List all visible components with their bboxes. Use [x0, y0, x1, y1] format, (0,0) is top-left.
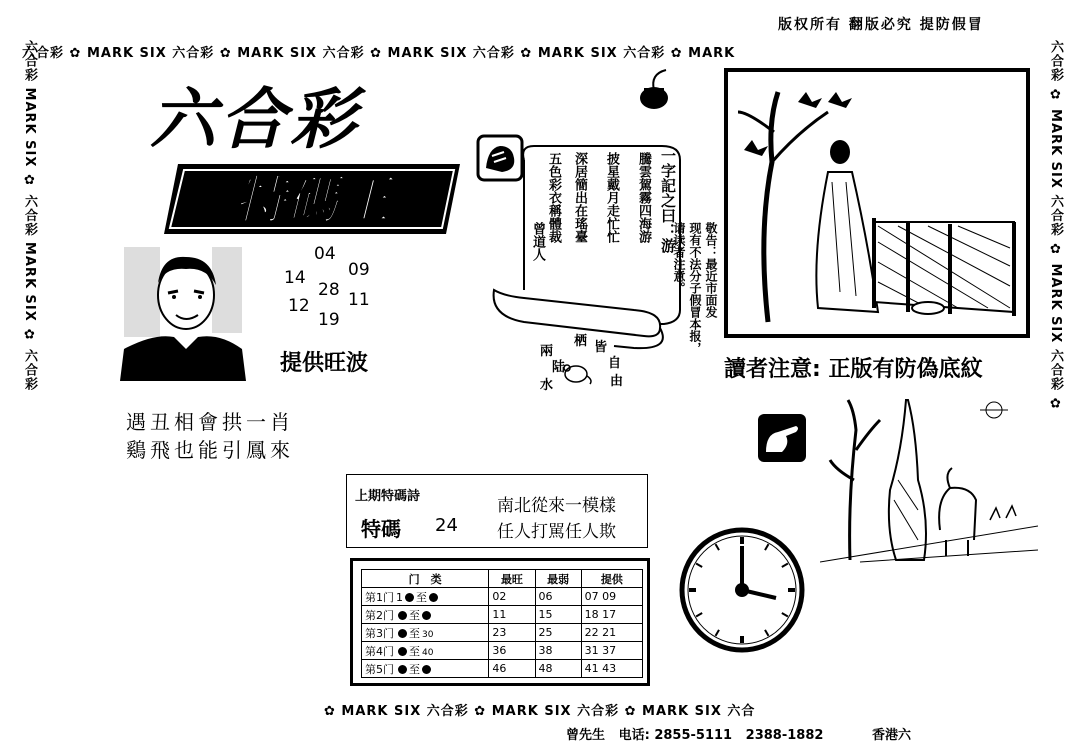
- best-cell: 11: [489, 606, 535, 624]
- number-14: 14: [284, 268, 306, 288]
- last-period-poem-2: 任人打駡任人欺: [497, 522, 616, 542]
- gate-label: 第4门: [365, 644, 394, 658]
- best-cell: 23: [489, 624, 535, 642]
- subtitle-banner: [164, 162, 460, 236]
- worst-cell: 15: [535, 606, 581, 624]
- number-19: 19: [318, 310, 340, 330]
- to-label: 至: [416, 590, 427, 604]
- dot-icon: [422, 665, 431, 674]
- number-12: 12: [288, 296, 310, 316]
- gate-cell: [362, 606, 489, 624]
- top-border-strip: 六合彩 ✿ MARK SIX 六合彩 ✿ MARK SIX 六合彩 ✿ MARK SIX 六合彩 ✿ MARK SIX 六合彩 ✿ MARK: [22, 46, 736, 61]
- left-border-strip: 六合彩 MARK SIX ✿ 六合彩 MARK SIX ✿ 六合彩: [22, 40, 37, 391]
- gate-label: 第1门: [365, 590, 394, 604]
- to-label: 至: [409, 626, 420, 640]
- gate-to: 40: [422, 647, 434, 658]
- offer-cell: 31 37: [581, 642, 642, 660]
- scroll-line-2: 披星戴月走忙忙: [604, 152, 619, 243]
- dot-icon: [429, 593, 438, 602]
- dot-icon: [422, 611, 431, 620]
- table-row: [362, 606, 643, 624]
- dot-icon: [398, 665, 407, 674]
- riddle-char-5: 自: [608, 356, 622, 371]
- last-period-number: 24: [435, 515, 458, 536]
- contact-phone-2: 2388-1882: [745, 728, 824, 743]
- scroll-heading: 一字記之曰：游: [659, 148, 677, 253]
- offer-cell: 07 09: [581, 588, 642, 606]
- notice-line-2: 现有不法分子假冒本报，: [688, 222, 702, 354]
- gate-cell: [362, 642, 489, 660]
- offer-cell: 22 21: [581, 624, 642, 642]
- number-28: 28: [318, 280, 340, 300]
- riddle-char-7: 由: [610, 374, 624, 389]
- col-header-category: 门 类: [362, 570, 489, 588]
- riddle-char-3: 皆: [594, 340, 608, 355]
- last-period-box: [346, 474, 648, 548]
- dot-icon: [398, 629, 407, 638]
- gate-cell: [362, 624, 489, 642]
- mouse-icon: [560, 360, 594, 386]
- table-row: [362, 588, 643, 606]
- number-09: 09: [348, 260, 370, 280]
- contact-line: [566, 724, 823, 743]
- worst-cell: 48: [535, 660, 581, 678]
- number-11: 11: [348, 290, 370, 310]
- pointing-hand-icon: [756, 412, 808, 464]
- riddle-char-1: 兩: [540, 344, 554, 359]
- notice-line-3: 请读者注意。: [672, 222, 686, 294]
- scroll-line-4: 五色彩衣稱體裁: [546, 152, 561, 243]
- gate-label: 第3门: [365, 626, 394, 640]
- illustration-frame: [724, 68, 1030, 338]
- brand-title: 六合彩: [150, 80, 360, 158]
- gate-label: 第2门: [365, 608, 394, 622]
- bottom-border-strip: ✿ MARK SIX 六合彩 ✿ MARK SIX 六合彩 ✿ MARK SIX 六合: [324, 704, 756, 719]
- table-row: [362, 642, 643, 660]
- gate-to: 30: [422, 629, 434, 640]
- subtitle-text: 特碼王: [233, 170, 391, 231]
- last-period-title: 上期特碼詩: [355, 489, 421, 504]
- best-cell: 36: [489, 642, 535, 660]
- number-04: 04: [314, 244, 336, 264]
- number-table-frame: [350, 558, 650, 686]
- sage-deer-illustration: [820, 390, 1038, 568]
- table-row: [362, 624, 643, 642]
- last-period-label: 特碼: [361, 517, 401, 541]
- portrait-image: [120, 245, 246, 381]
- worst-cell: 38: [535, 642, 581, 660]
- to-label: 至: [409, 608, 420, 622]
- to-label: 至: [409, 662, 420, 676]
- number-table: [361, 569, 643, 678]
- table-row: [362, 660, 643, 678]
- pot-icon: [636, 66, 678, 116]
- riddle-char-6: 水: [540, 378, 554, 393]
- col-header-worst: 最弱: [535, 570, 581, 588]
- reader-notice: 讀者注意: 正版有防偽底紋: [724, 357, 983, 382]
- worst-cell: 06: [535, 588, 581, 606]
- slogan-line-2: 鷄飛也能引鳳來: [126, 438, 294, 462]
- offer-cell: 18 17: [581, 606, 642, 624]
- provider-label: 提供旺波: [280, 351, 369, 376]
- scroll-line-1: 騰雲駕霧四海游: [636, 152, 651, 243]
- gate-from: 1: [396, 590, 403, 604]
- clock-illustration: [678, 526, 806, 654]
- scroll-author: 曾道人: [530, 222, 545, 261]
- lady-illustration: [728, 72, 1026, 334]
- dot-icon: [398, 611, 407, 620]
- hand-icon: [476, 134, 524, 182]
- dot-icon: [405, 593, 414, 602]
- contact-name: 曾先生: [566, 728, 606, 743]
- best-cell: 02: [489, 588, 535, 606]
- to-label: 至: [409, 644, 420, 658]
- dot-icon: [398, 647, 407, 656]
- last-period-poem-1: 南北從來一模樣: [497, 496, 616, 516]
- worst-cell: 25: [535, 624, 581, 642]
- offer-cell: 41 43: [581, 660, 642, 678]
- best-cell: 46: [489, 660, 535, 678]
- notice-line-1: 敬告：最近市面发: [704, 222, 718, 318]
- riddle-char-2: 栖: [574, 334, 588, 349]
- copyright-notice: 版权所有 翻版必究 提防假冒: [778, 17, 984, 33]
- col-header-best: 最旺: [489, 570, 535, 588]
- col-header-offer: 提供: [581, 570, 642, 588]
- contact-phone-label: 电话:: [618, 728, 650, 743]
- gate-cell: [362, 588, 489, 606]
- slogan-line-1: 遇丑相會拱一肖: [126, 410, 294, 434]
- gate-cell: [362, 660, 489, 678]
- contact-phone-1: 2855-5111: [654, 728, 733, 743]
- scroll-line-3: 深居簡出在瑤臺: [572, 152, 587, 243]
- riddle-char-4: 陆: [552, 360, 566, 375]
- right-border-strip: 六合彩 ✿ MARK SIX 六合彩 ✿ MARK SIX 六合彩 ✿: [1048, 40, 1063, 413]
- gate-label: 第5门: [365, 662, 394, 676]
- contact-region: 香港六: [872, 728, 912, 743]
